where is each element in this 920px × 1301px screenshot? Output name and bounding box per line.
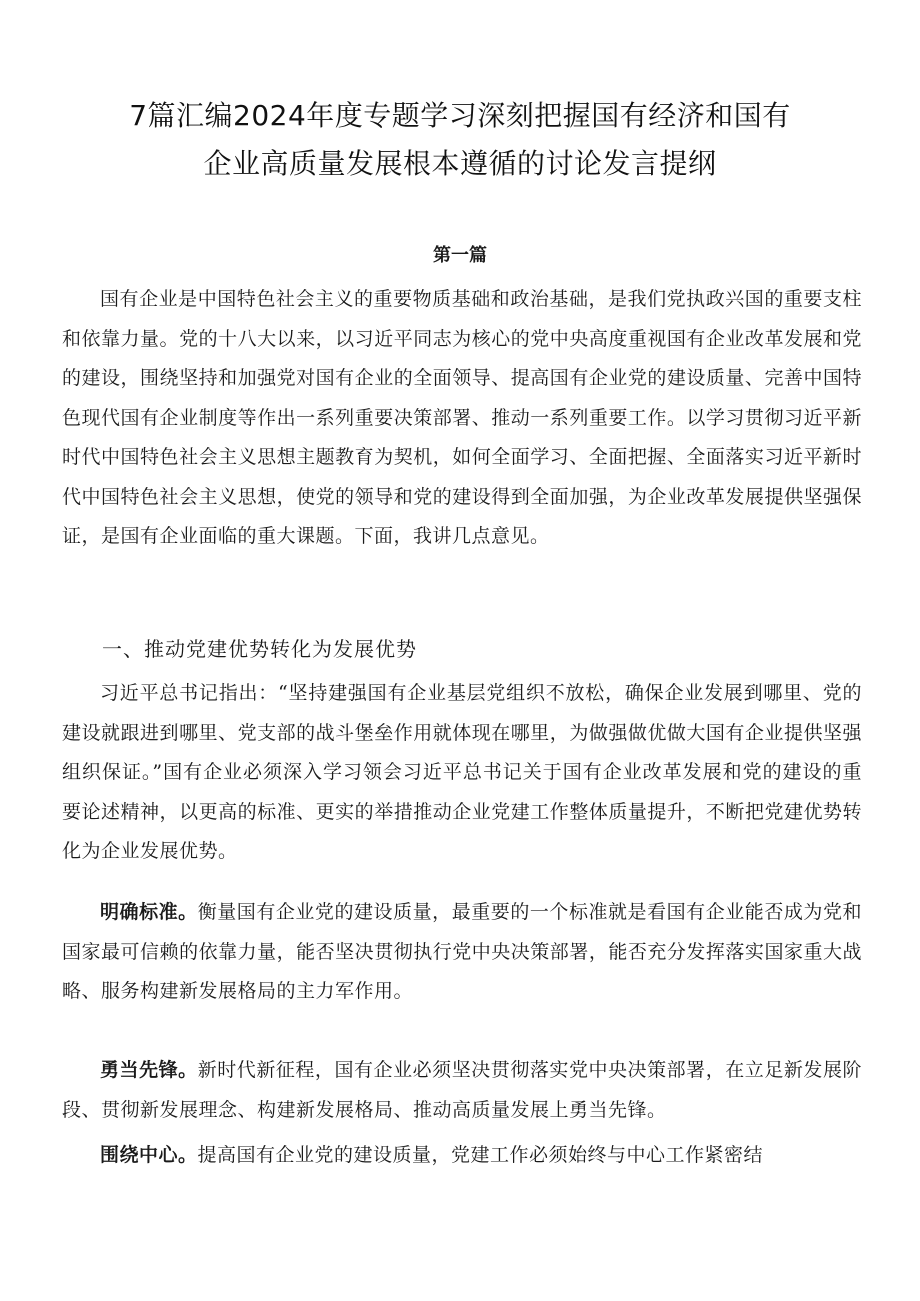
paragraph-center <box>62 1136 862 1176</box>
paragraph-pioneer <box>62 1051 862 1130</box>
paragraph-body: 新时代新征程，国有企业必须坚决贯彻落实党中央决策部署，在立足新发展阶段、贯彻新发展理念、构建新发展格局、推动高质量发展上勇当先锋。 <box>62 1059 862 1121</box>
paragraph-lead: 围绕中心。 <box>100 1144 198 1166</box>
paragraph-lead: 明确标准。 <box>100 901 198 923</box>
section-label: 第一篇 <box>433 245 487 266</box>
title-line-2: 企业高质量发展根本遵循的讨论发言提纲 <box>203 147 717 180</box>
title-line-1: 7篇汇编2024年度专题学习深刻把握国有经济和国有 <box>129 99 791 132</box>
heading-section-1: 一、推动党建优势转化为发展优势 <box>102 637 417 661</box>
document-title <box>60 92 860 188</box>
paragraph-intro: 国有企业是中国特色社会主义的重要物质基础和政治基础，是我们党执政兴国的重要支柱和依靠力量。党的十八大以来，以习近平同志为核心的党中央高度重视国有企业改革发展和党的建设，围绕坚持和加强党对国有企业的全面领导、提高国有企业党的建设质量、完善中国特色现代国有企业制度等作出一系列重要决策部署、推动一系列重要工作。以学习贯彻习近平新时代中国特色社会主义思想主题教育为契机，如何全面学习、全面把握、全面落实习近平新时代中国特色社会主义思想，使党的领导和党的建设得到全面加强，为企业改革发展提供坚强保证，是国有企业面临的重大课题。下面，我讲几点意见。 <box>62 288 862 547</box>
paragraph-lead: 勇当先锋。 <box>100 1059 198 1081</box>
paragraph-body: 提高国有企业党的建设质量，党建工作必须始终与中心工作紧密结 <box>197 1144 764 1166</box>
paragraph-quote: 习近平总书记指出：“坚持建强国有企业基层党组织不放松，确保企业发展到哪里、党的建设就跟进到哪里、党支部的战斗堡垒作用就体现在哪里，为做强做优做大国有企业提供坚强组织保证。”国有企业必须深入学习领会习近平总书记关于国有企业改革发展和党的建设的重要论述精神，以更高的标准、更实的举措推动企业党建工作整体质量提升，不断把党建优势转化为企业发展优势。 <box>62 682 862 862</box>
paragraph-standard <box>62 893 862 1012</box>
paragraph-body: 衡量国有企业党的建设质量，最重要的一个标准就是看国有企业能否成为党和国家最可信赖的依靠力量，能否坚决贯彻执行党中央决策部署，能否充分发挥落实国家重大战略、服务构建新发展格局的主力军作用。 <box>62 901 862 1002</box>
